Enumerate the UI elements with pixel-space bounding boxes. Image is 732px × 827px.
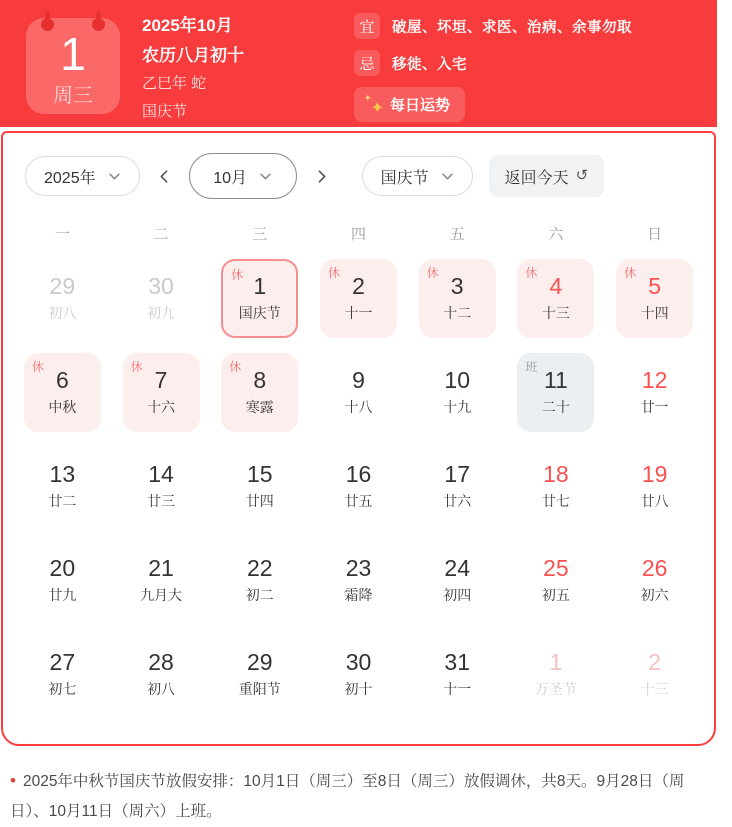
date-number: 31: [444, 648, 470, 675]
back-to-today-button[interactable]: [489, 155, 605, 197]
lunar-label: 初八: [147, 681, 176, 698]
lunar-label: 十九: [443, 399, 472, 416]
lunar-label: 初二: [245, 587, 274, 604]
date-number: 3: [450, 272, 464, 299]
work-day-badge: 班: [525, 360, 538, 374]
calendar-cell[interactable]: [221, 259, 298, 338]
lunar-label: 廿三: [147, 493, 176, 510]
rest-day-badge: 休: [525, 266, 538, 280]
date-number: 5: [648, 272, 662, 299]
prev-month-button[interactable]: [154, 166, 175, 187]
date-number: 24: [444, 554, 470, 581]
date-number: 15: [246, 460, 273, 487]
lunar-label: 十一: [443, 681, 472, 698]
calendar-cell[interactable]: [517, 541, 594, 620]
lunar-label: 十六: [147, 399, 176, 416]
weekday-label: 一: [54, 226, 70, 243]
daily-fortune-label: 每日运势: [390, 97, 451, 114]
rest-day-badge: 休: [229, 360, 242, 374]
date-number: 27: [49, 648, 76, 675]
calendar-cell[interactable]: [221, 353, 298, 432]
date-number: 30: [148, 272, 174, 299]
rest-day-badge: 休: [231, 268, 244, 282]
lunar-label: 初十: [344, 681, 373, 698]
date-number: 7: [154, 366, 168, 393]
header-banner: [0, 0, 717, 127]
date-info: [142, 11, 332, 123]
holiday-notice: [0, 746, 732, 827]
undo-icon: ↺: [575, 167, 589, 184]
lunar-label: 初七: [48, 681, 77, 698]
card-day-number: 1: [60, 27, 86, 80]
lunar-label: 廿九: [48, 587, 77, 604]
date-number: 22: [246, 554, 273, 581]
lunar-label: 霜降: [344, 587, 373, 604]
lunar-label: 廿六: [443, 493, 472, 510]
date-card: [26, 18, 120, 114]
calendar-pin-icon: [41, 18, 54, 31]
chevron-left-icon: [156, 168, 173, 185]
date-number: 28: [148, 648, 174, 675]
suitable-badge: 宜: [354, 13, 380, 39]
weekday-label: 日: [647, 226, 663, 243]
lunar-label: 九月大: [140, 587, 183, 604]
sparkles-icon: ✦ ✦: [364, 92, 384, 117]
lunar-label: 初五: [541, 587, 570, 604]
chevron-down-icon: [108, 170, 121, 183]
avoid-badge: 忌: [354, 50, 380, 76]
card-weekday: 周三: [53, 85, 93, 108]
calendar-cell[interactable]: [616, 447, 693, 526]
lunar-label: 廿一: [640, 399, 669, 416]
lunar-label: 初六: [640, 587, 669, 604]
rest-day-badge: 休: [31, 360, 44, 374]
lunar-label: 廿七: [541, 493, 570, 510]
date-number: 2: [648, 648, 662, 675]
calendar-pin-icon: [92, 18, 105, 31]
weekday-label: 四: [350, 226, 366, 243]
almanac-panel: [354, 11, 632, 122]
calendar-cell[interactable]: [419, 635, 496, 714]
weekday-label: 三: [252, 226, 268, 243]
weekday-row: [3, 223, 714, 244]
calendar-cell[interactable]: [123, 259, 200, 338]
calendar-cell[interactable]: [616, 259, 693, 338]
weekday-label: 二: [153, 226, 169, 243]
date-number: 11: [543, 366, 568, 393]
calendar-cell[interactable]: [24, 541, 101, 620]
date-number: 13: [49, 460, 76, 487]
back-to-today-label: 返回今天: [504, 169, 569, 187]
calendar-cell[interactable]: [517, 353, 594, 432]
next-month-button[interactable]: [311, 166, 332, 187]
calendar-cell[interactable]: [419, 541, 496, 620]
lunar-label: 十四: [640, 305, 669, 322]
calendar-cell[interactable]: [517, 259, 594, 338]
calendar-cell[interactable]: [419, 447, 496, 526]
weekday-label: 五: [449, 226, 465, 243]
date-number: 26: [641, 554, 668, 581]
lunar-label: 重阳节: [238, 681, 281, 698]
lunar-label: 初四: [443, 587, 472, 604]
lunar-label: 廿四: [245, 493, 274, 510]
lunar-label: 十一: [344, 305, 373, 322]
date-number: 12: [641, 366, 668, 393]
date-number: 30: [345, 648, 372, 675]
date-number: 29: [49, 272, 76, 299]
rest-day-badge: 休: [130, 360, 143, 374]
weekday-label: 六: [548, 226, 564, 243]
date-number: 16: [345, 460, 372, 487]
date-number: 23: [345, 554, 372, 581]
lunar-label: 廿二: [48, 493, 77, 510]
date-number: 10: [444, 366, 470, 393]
chevron-down-icon: [441, 170, 454, 183]
lunar-label: 二十: [541, 399, 570, 416]
calendar-cell[interactable]: [24, 259, 101, 338]
calendar-cell[interactable]: [419, 259, 496, 338]
controls-row: [3, 153, 714, 199]
date-number: 6: [55, 366, 69, 393]
rest-day-badge: 休: [426, 266, 439, 280]
date-number: 4: [549, 272, 563, 299]
lunar-date-label: 农历八月初十: [142, 45, 244, 65]
date-number: 19: [641, 460, 668, 487]
calendar-cell[interactable]: [616, 541, 693, 620]
calendar-cell[interactable]: [221, 635, 298, 714]
date-number: 14: [148, 460, 174, 487]
suitable-items: 破屋、坏垣、求医、治病、余事勿取: [392, 19, 632, 36]
date-number: 1: [253, 272, 267, 299]
calendar-cell[interactable]: [419, 353, 496, 432]
calendar-cell[interactable]: [320, 541, 397, 620]
lunar-label: 初八: [48, 305, 77, 322]
lunar-label: 中秋: [48, 399, 77, 416]
date-number: 18: [543, 460, 569, 487]
festival-select-value: 国庆节: [380, 169, 429, 187]
calendar-cell[interactable]: [221, 541, 298, 620]
calendar-cell[interactable]: [123, 353, 200, 432]
rest-day-badge: 休: [327, 266, 340, 280]
holiday-notice-text: 2025年中秋节国庆节放假安排：10月1日（周三）至8日（周三）放假调休，共8天。9月28日（周日）、10月11日（周六）上班。: [10, 773, 685, 821]
calendar-cell[interactable]: [221, 447, 298, 526]
avoid-row: [354, 50, 632, 76]
calendar-cell[interactable]: [24, 635, 101, 714]
bullet-icon: •: [10, 771, 16, 790]
date-number: 9: [352, 366, 365, 393]
year-month-label: 2025年10月: [142, 16, 233, 35]
lunar-label: 廿八: [640, 493, 669, 510]
calendar-cell[interactable]: [616, 635, 693, 714]
date-number: 8: [253, 366, 267, 393]
lunar-label: 十八: [344, 399, 373, 416]
calendar-cell[interactable]: [320, 447, 397, 526]
date-number: 17: [444, 460, 470, 487]
chevron-down-icon: [259, 170, 272, 183]
ganzhi-year-label: 乙巳年 蛇: [142, 75, 207, 93]
holiday-label: 国庆节: [142, 102, 188, 120]
calendar-cell[interactable]: [24, 353, 101, 432]
lunar-label: 初九: [147, 305, 176, 322]
rest-day-badge: 休: [624, 266, 637, 280]
lunar-label: 寒露: [245, 399, 274, 416]
lunar-label: 十三: [640, 681, 669, 698]
calendar-cell[interactable]: [123, 635, 200, 714]
chevron-right-icon: [313, 168, 330, 185]
calendar-cell[interactable]: [123, 541, 200, 620]
calendar-panel: [1, 131, 716, 746]
date-number: 25: [543, 554, 569, 581]
month-select[interactable]: [189, 153, 297, 199]
daily-fortune-button[interactable]: [354, 87, 465, 122]
date-number: 2: [352, 272, 365, 299]
avoid-items: 移徙、入宅: [392, 56, 467, 73]
calendar-cell[interactable]: [123, 447, 200, 526]
calendar-cell[interactable]: [517, 635, 594, 714]
year-select-value: 2025年: [44, 169, 96, 187]
lunar-label: 廿五: [344, 493, 373, 510]
suitable-row: [354, 13, 632, 39]
date-number: 21: [148, 554, 174, 581]
calendar-cell[interactable]: [616, 353, 693, 432]
festival-select[interactable]: [362, 156, 473, 196]
calendar-grid: [3, 259, 714, 714]
lunar-label: 十二: [443, 305, 472, 322]
lunar-label: 万圣节: [534, 681, 577, 698]
lunar-label: 十三: [541, 305, 570, 322]
calendar-cell[interactable]: [24, 447, 101, 526]
year-select[interactable]: [25, 156, 140, 196]
calendar-cell[interactable]: [320, 353, 397, 432]
calendar-cell[interactable]: [320, 635, 397, 714]
date-number: 29: [246, 648, 273, 675]
date-number: 20: [49, 554, 76, 581]
lunar-label: 国庆节: [238, 305, 281, 322]
calendar-cell[interactable]: [517, 447, 594, 526]
date-number: 1: [549, 648, 563, 675]
month-select-value: 10月: [213, 169, 248, 187]
calendar-cell[interactable]: [320, 259, 397, 338]
